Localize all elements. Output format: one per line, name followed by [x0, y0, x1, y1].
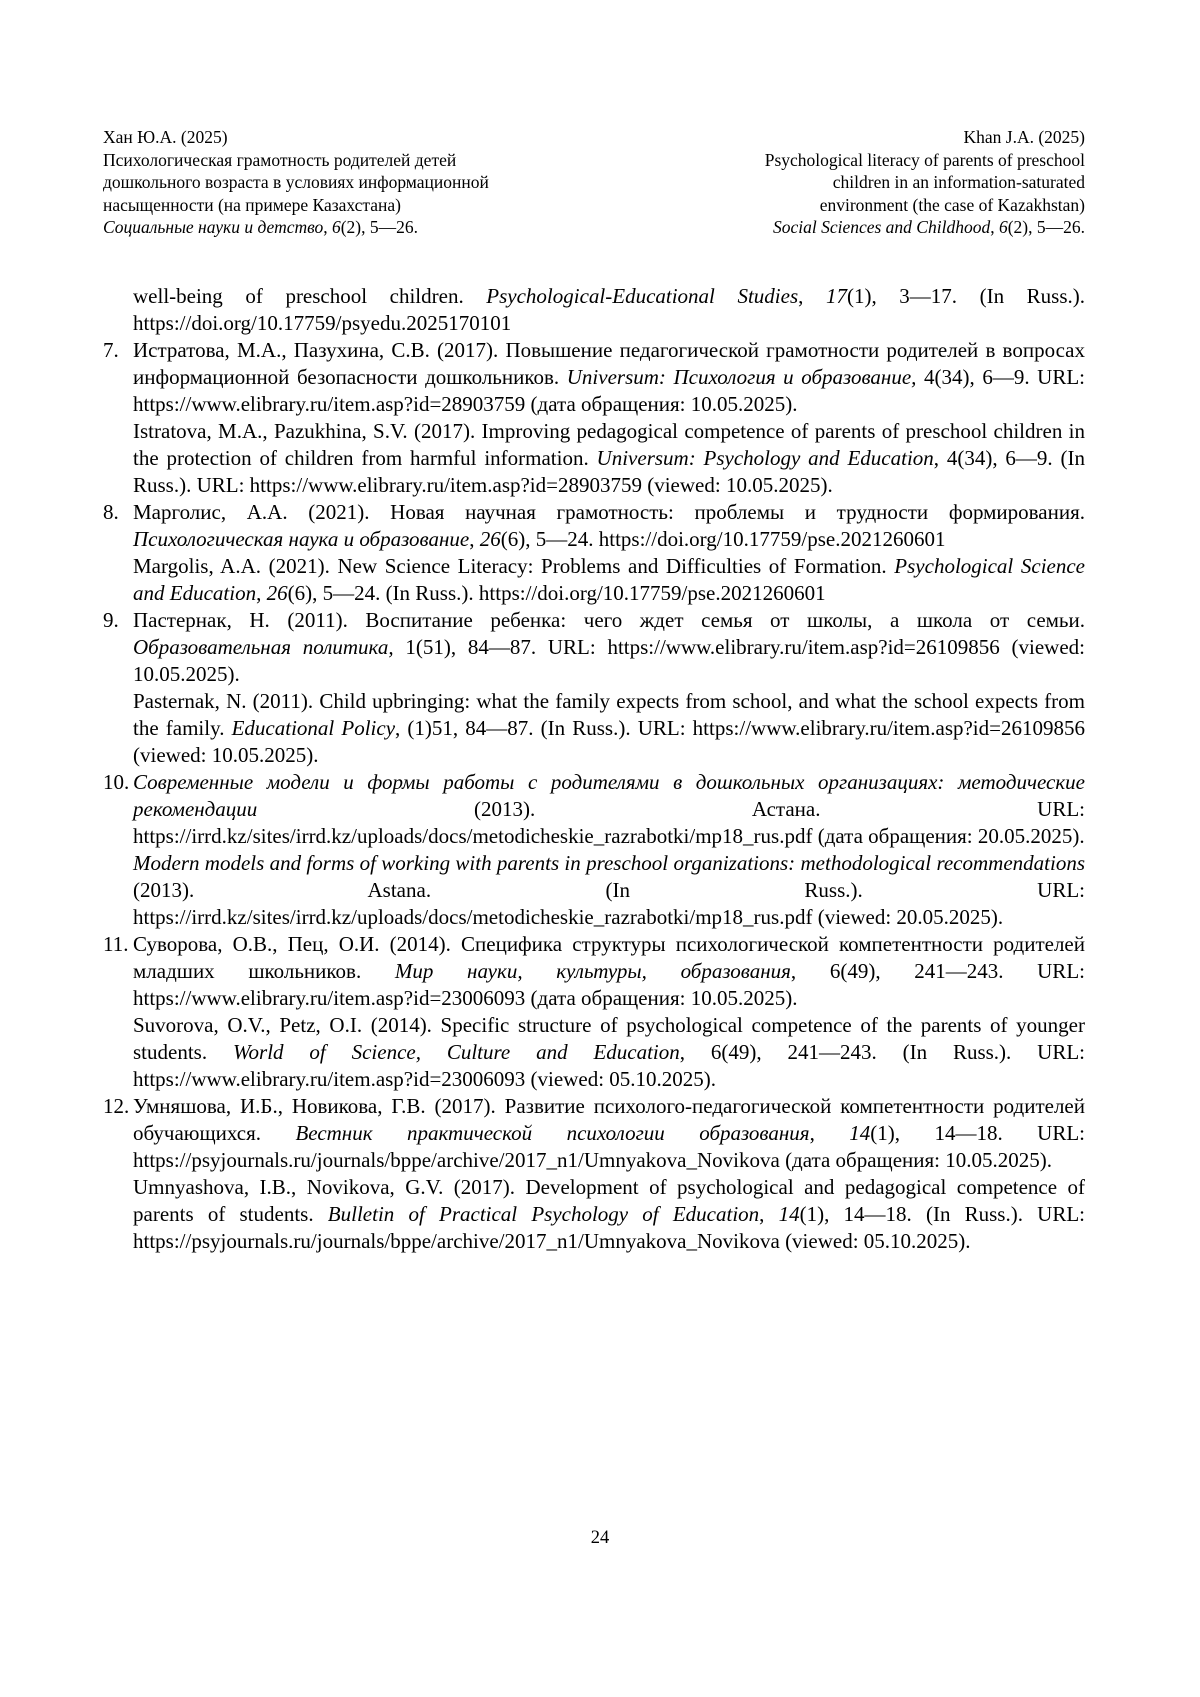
reference-number: 12.	[103, 1093, 130, 1118]
reference-item-continuation	[103, 283, 1085, 337]
reference-item-8	[103, 499, 1085, 607]
reference-list	[103, 283, 1085, 1255]
reference-item-10	[103, 769, 1085, 931]
reference-item-12	[103, 1093, 1085, 1255]
reference-paragraph-ru	[133, 769, 1085, 850]
text-run: Психологическая грамотность родителей детей	[103, 149, 457, 170]
reference-number	[103, 283, 133, 337]
reference-paragraph-en	[133, 688, 1085, 769]
text-run: Universum: Психология и образование,	[566, 364, 917, 389]
text-run: Современные модели и формы работы с родителями в дошкольных организациях: методические рекомендации	[133, 769, 1085, 821]
reference-number: 8.	[103, 499, 119, 524]
reference-number: 10.	[103, 769, 130, 794]
reference-body	[133, 607, 1085, 769]
text-run: Margolis, A.A. (2021). New Science Literacy: Problems and Difficulties of Formation.	[133, 553, 895, 578]
text-run: 26	[479, 526, 501, 551]
text-run: Пастернак, Н. (2011). Воспитание ребенка: чего ждет семья от школы, а школа от семьи.	[133, 607, 1085, 632]
text-run: Психологическая наука и образование	[133, 526, 470, 551]
header-line	[103, 194, 489, 217]
header-citation-ru	[103, 126, 489, 239]
text-run: children in an information-saturated	[832, 172, 1085, 192]
text-run: Psychological-Educational Studies	[486, 283, 799, 308]
text-run: , 6(49), 241—243. URL: https://www.elibrary.ru/item.asp?id=23006093 (дата обращения: 10.05.2025).	[133, 958, 1085, 1010]
text-run: (1), 14—18. (In Russ.). URL: https://psyjournals.ru/journals/bppe/archive/2017_n1/Umnyakova_Novikova (viewed: 05.10.2025).	[133, 1201, 1085, 1253]
reference-number: 9.	[103, 607, 119, 632]
header-line	[765, 149, 1085, 172]
reference-paragraph-ru	[133, 337, 1085, 418]
text-run: 17	[825, 283, 847, 308]
header-line	[765, 194, 1085, 217]
header-line	[765, 171, 1085, 194]
reference-paragraph-ru	[133, 1093, 1085, 1174]
text-run: (6), 5—24. (In Russ.). https://doi.org/10.17759/pse.2021260601	[287, 580, 826, 605]
text-run: Social Sciences and Childhood	[772, 217, 991, 237]
text-run: Psychological Science and Education	[133, 553, 1085, 605]
text-run: Вестник практической психологии образования	[295, 1120, 810, 1145]
text-run: ,	[759, 1201, 779, 1226]
header-line	[103, 171, 489, 194]
text-run: , 6(49), 241—243. (In Russ.). URL: https://www.elibrary.ru/item.asp?id=23006093 (viewed: 05.10.2025).	[133, 1039, 1085, 1091]
text-run: Социальные науки и детство	[103, 217, 324, 237]
reference-item-11	[103, 931, 1085, 1093]
text-run: ,	[798, 283, 826, 308]
text-run: насыщенности (на примере Казахстана)	[103, 194, 402, 215]
text-run: Умняшова, И.Б., Новикова, Г.В. (2017). Развитие психолого-педагогической компетентности родителей обучающихся.	[133, 1093, 1085, 1145]
text-run: Истратова, М.А., Пазухина, С.В. (2017). Повышение педагогической грамотности родителей в вопросах информационной безопасности дошкольников.	[133, 337, 1085, 389]
reference-number: 7.	[103, 337, 119, 362]
reference-body	[133, 1093, 1085, 1255]
reference-body	[133, 499, 1085, 607]
text-run: Educational Policy	[231, 715, 396, 740]
text-run: ,	[323, 217, 332, 237]
header-line	[103, 149, 489, 172]
text-run: (2013). Astana. (In Russ.). URL: https://irrd.kz/sites/irrd.kz/uploads/docs/metodicheskie_razrabotki/mp18_rus.pdf (viewed: 20.05.2025).	[133, 877, 1085, 929]
text-run: Suvorova, O.V., Petz, O.I. (2014). Specific structure of psychological competence of the parents of younger students.	[133, 1012, 1085, 1064]
text-run: дошкольного возраста в условиях информационной	[103, 172, 489, 192]
text-run: 6	[998, 217, 1008, 237]
header-citation-en	[765, 126, 1085, 239]
text-run: Хан Ю.А. (2025)	[103, 127, 228, 147]
text-run: ,	[809, 1120, 850, 1145]
text-run: Psychological literacy of parents of preschool	[764, 149, 1085, 170]
reference-body	[133, 769, 1085, 931]
reference-paragraph-en	[133, 850, 1085, 931]
text-run: ,	[256, 580, 267, 605]
text-run: Istratova, M.A., Pazukhina, S.V. (2017). Improving pedagogical competence of parents of preschool children in the protection of children from harmful information.	[133, 418, 1085, 470]
reference-paragraph-ru	[133, 499, 1085, 553]
reference-item-7	[103, 337, 1085, 499]
reference-body	[133, 283, 1085, 337]
text-run: Umnyashova, I.B., Novikova, G.V. (2017). Development of psychological and pedagogical competence of parents of students.	[133, 1174, 1085, 1226]
header-line	[103, 216, 489, 239]
text-run: , (1)51, 84—87. (In Russ.). URL: https://www.elibrary.ru/item.asp?id=26109856 (viewed: 10.05.2025).	[133, 715, 1085, 767]
reference-paragraph-ru	[133, 607, 1085, 688]
reference-body	[133, 337, 1085, 499]
reference-paragraph-en	[133, 1012, 1085, 1093]
reference-paragraph-ru	[133, 931, 1085, 1012]
reference-paragraph-en	[133, 283, 1085, 337]
text-run: Марголис, А.А. (2021). Новая научная грамотность: проблемы и трудности формирования.	[133, 499, 1085, 524]
text-run: Мир науки, культуры, образования	[394, 958, 791, 983]
text-run: (1), 3—17. (In Russ.). https://doi.org/10.17759/psyedu.2025170101	[133, 283, 1085, 335]
text-run: (2), 5—26.	[1007, 217, 1085, 237]
reference-paragraph-en	[133, 1174, 1085, 1255]
text-run: Суворова, О.В., Пец, О.И. (2014). Специфика структуры психологической компетентности родителей младших школьников.	[133, 931, 1085, 983]
header-line	[765, 216, 1085, 239]
text-run: Universum: Psychology and Education	[596, 445, 934, 470]
text-run: , 4(34), 6—9. (In Russ.). URL: https://www.elibrary.ru/item.asp?id=28903759 (viewed: 10.05.2025).	[133, 445, 1085, 497]
reference-paragraph-en	[133, 418, 1085, 499]
text-run: environment (the case of Kazakhstan)	[819, 194, 1085, 215]
text-run: 14	[849, 1120, 871, 1145]
text-run: (2013). Астана. URL: https://irrd.kz/sites/irrd.kz/uploads/docs/metodicheskie_razrabotki/mp18_rus.pdf (дата обращения: 20.05.2025).	[133, 796, 1085, 848]
text-run: (2), 5—26.	[340, 217, 419, 237]
text-run: 1(51), 84—87. URL: https://www.elibrary.ru/item.asp?id=26109856 (viewed: 10.05.2025).	[133, 634, 1085, 686]
text-run: well-being of preschool children.	[133, 283, 487, 308]
text-run: (6), 5—24. https://doi.org/10.17759/pse.2021260601	[500, 526, 946, 551]
page-number: 24	[590, 1528, 610, 1548]
header-line	[103, 126, 489, 149]
text-run: 6	[331, 217, 341, 237]
text-run: 4(34), 6—9. URL: https://www.elibrary.ru/item.asp?id=28903759 (дата обращения: 10.05.2025).	[133, 364, 1085, 416]
text-run: Образовательная политика,	[133, 634, 394, 659]
text-run: 26	[266, 580, 288, 605]
text-run: Modern models and forms of working with parents in preschool organizations: methodological recommendations	[133, 850, 1085, 875]
text-run: 14	[778, 1201, 800, 1226]
header-line	[765, 126, 1085, 149]
text-run: World of Science, Culture and Education	[232, 1039, 680, 1064]
reference-number: 11.	[103, 931, 129, 956]
reference-item-9	[103, 607, 1085, 769]
reference-paragraph-en	[133, 553, 1085, 607]
reference-body	[133, 931, 1085, 1093]
page-header	[103, 126, 1085, 239]
text-run: ,	[469, 526, 480, 551]
text-run: Bulletin of Practical Psychology of Education	[327, 1201, 760, 1226]
text-run: (1), 14—18. URL: https://psyjournals.ru/journals/bppe/archive/2017_n1/Umnyakova_Novikova (дата обращения: 10.05.2025).	[133, 1120, 1085, 1172]
text-run: ,	[990, 217, 999, 237]
text-run: Khan J.A. (2025)	[963, 127, 1085, 147]
text-run: Pasternak, N. (2011). Child upbringing: what the family expects from school, and what the school expects from the family.	[133, 688, 1085, 740]
